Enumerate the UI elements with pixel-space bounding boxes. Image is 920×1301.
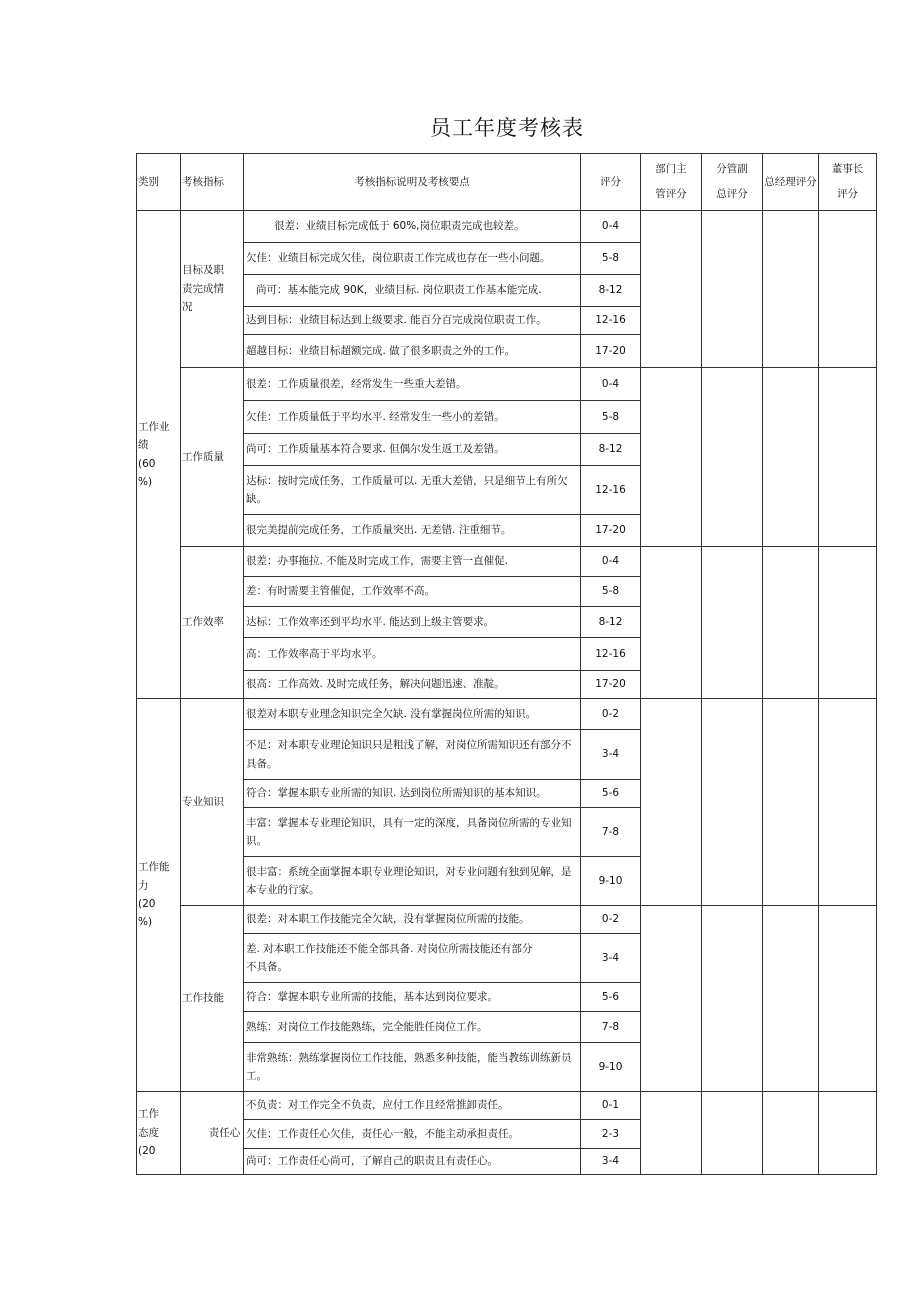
score-range: 9-10 [581,857,641,906]
description-cell: 尚可：基本能完成 90K，业绩目标. 岗位职责工作基本能完成. [244,275,581,307]
header-chairman: 董事长 评分 [819,154,877,211]
description-cell: 达到目标：业绩目标达到上级要求. 能百分百完成岗位职责工作。 [244,307,581,335]
score-range: 8-12 [581,607,641,638]
vice-gm-input[interactable] [702,368,763,547]
table-row [137,699,877,730]
table-row [137,1092,877,1120]
header-dept-head: 部门主 管评分 [641,154,702,211]
score-range: 3-4 [581,934,641,983]
description-cell: 达标：工作效率还到平均水平. 能达到上级主管要求。 [244,607,581,638]
gm-input[interactable] [763,1092,819,1175]
description-cell: 尚可：工作责任心尚可，了解自己的职责且有责任心。 [244,1149,581,1175]
vice-gm-input[interactable] [702,1092,763,1175]
indicator-efficiency: 工作效率 [181,547,244,699]
chairman-input[interactable] [819,368,877,547]
dept-head-input[interactable] [641,906,702,1092]
score-range: 2-3 [581,1120,641,1149]
indicator-knowledge: 专业知识 [181,699,244,906]
description-cell: 不足：对本职专业理论知识只是粗浅了解，对岗位所需知识还有部分不具备。 [244,730,581,780]
header-gm: 总经理评分 [763,154,819,211]
score-range: 5-6 [581,780,641,808]
score-range: 12-16 [581,466,641,515]
dept-head-input[interactable] [641,699,702,906]
chairman-input[interactable] [819,906,877,1092]
score-range: 3-4 [581,1149,641,1175]
chairman-input[interactable] [819,699,877,906]
category-performance: 工作业 绩 (60 %) [137,211,181,699]
description-cell: 差：有时需要主管催促，工作效率不高。 [244,577,581,607]
score-range: 7-8 [581,1012,641,1043]
description-cell: 欠佳：业绩目标完成欠佳，岗位职责工作完成也存在一些小问题。 [244,243,581,275]
dept-head-input[interactable] [641,547,702,699]
score-range: 7-8 [581,808,641,857]
score-range: 8-12 [581,434,641,466]
description-cell: 欠佳：工作质量低于平均水平. 经常发生一些小的差错。 [244,401,581,434]
category-ability: 工作能 力 (20 %) [137,699,181,1092]
vice-gm-input[interactable] [702,547,763,699]
description-cell: 不负责：对工作完全不负责，应付工作且经常推卸责任。 [244,1092,581,1120]
score-range: 3-4 [581,730,641,780]
gm-input[interactable] [763,699,819,906]
score-range: 0-4 [581,211,641,243]
score-range: 9-10 [581,1043,641,1092]
description-cell: 熟练：对岗位工作技能熟练，完全能胜任岗位工作。 [244,1012,581,1043]
table-row [137,368,877,401]
description-cell: 欠佳：工作责任心欠佳，责任心一般，不能主动承担责任。 [244,1120,581,1149]
description-cell: 很差：办事拖拉. 不能及时完成工作，需要主管一直催促. [244,547,581,577]
description-cell: 符合：掌握本职专业所需的知识. 达到岗位所需知识的基本知识。 [244,780,581,808]
description-cell: 尚可：工作质量基本符合要求. 但偶尔发生返工及差错。 [244,434,581,466]
header-category: 类别 [137,154,181,211]
appraisal-table [136,153,877,1175]
table-row [137,906,877,934]
gm-input[interactable] [763,211,819,368]
category-attitude: 工作 态度 (20 [137,1092,181,1175]
description-cell: 差. 对本职工作技能还不能全部具备. 对岗位所需技能还有部分 不具备。 [244,934,581,983]
score-range: 5-8 [581,401,641,434]
header-description: 考核指标说明及考核要点 [244,154,581,211]
score-range: 0-4 [581,368,641,401]
indicator-quality: 工作质量 [181,368,244,547]
description-cell: 很差：对本职工作技能完全欠缺，没有掌握岗位所需的技能。 [244,906,581,934]
score-range: 17-20 [581,335,641,368]
description-cell: 高：工作效率高于平均水平。 [244,638,581,671]
description-cell: 丰富：掌握本专业理论知识，具有一定的深度，具备岗位所需的专业知识。 [244,808,581,857]
description-cell: 很差：业绩目标完成低于 60%,岗位职责完成也较差。 [244,211,581,243]
description-cell: 很差对本职专业理念知识完全欠缺. 没有掌握岗位所需的知识。 [244,699,581,730]
indicator-goal: 目标及职 责完成情 况 [181,211,244,368]
chairman-input[interactable] [819,1092,877,1175]
score-range: 17-20 [581,515,641,547]
dept-head-input[interactable] [641,368,702,547]
header-indicator: 考核指标 [181,154,244,211]
indicator-skills: 工作技能 [181,906,244,1092]
description-cell: 很完美提前完成任务，工作质量突出. 无差错. 注重细节。 [244,515,581,547]
table-row [137,211,877,243]
score-range: 0-4 [581,547,641,577]
score-range: 5-8 [581,243,641,275]
indicator-responsibility: 责任心 [181,1092,244,1175]
header-score: 评分 [581,154,641,211]
table-row [137,547,877,577]
gm-input[interactable] [763,368,819,547]
dept-head-input[interactable] [641,1092,702,1175]
description-cell: 超越目标：业绩目标超额完成. 做了很多职责之外的工作。 [244,335,581,368]
vice-gm-input[interactable] [702,699,763,906]
chairman-input[interactable] [819,211,877,368]
score-range: 12-16 [581,638,641,671]
score-range: 0-2 [581,699,641,730]
score-range: 17-20 [581,671,641,699]
vice-gm-input[interactable] [702,906,763,1092]
description-cell: 很丰富：系统全面掌握本职专业理论知识，对专业问题有独到见解，是本专业的行家。 [244,857,581,906]
description-cell: 非常熟练：熟练掌握岗位工作技能，熟悉多种技能，能当教练训练新员工。 [244,1043,581,1092]
description-cell: 符合：掌握本职专业所需的技能，基本达到岗位要求。 [244,983,581,1012]
dept-head-input[interactable] [641,211,702,368]
score-range: 12-16 [581,307,641,335]
description-cell: 很差：工作质量很差，经常发生一些重大差错。 [244,368,581,401]
gm-input[interactable] [763,547,819,699]
description-cell: 很高：工作高效. 及时完成任务，解决问题迅速、准靛。 [244,671,581,699]
score-range: 5-8 [581,577,641,607]
description-cell: 达标：按时完成任务，工作质量可以. 无重大差错，只是细节上有所欠缺。 [244,466,581,515]
form-title: 员工年度考核表 [430,116,584,140]
score-range: 0-1 [581,1092,641,1120]
gm-input[interactable] [763,906,819,1092]
score-range: 0-2 [581,906,641,934]
score-range: 5-6 [581,983,641,1012]
header-vice-gm: 分管副 总评分 [702,154,763,211]
chairman-input[interactable] [819,547,877,699]
header-row [137,154,877,211]
vice-gm-input[interactable] [702,211,763,368]
score-range: 8-12 [581,275,641,307]
